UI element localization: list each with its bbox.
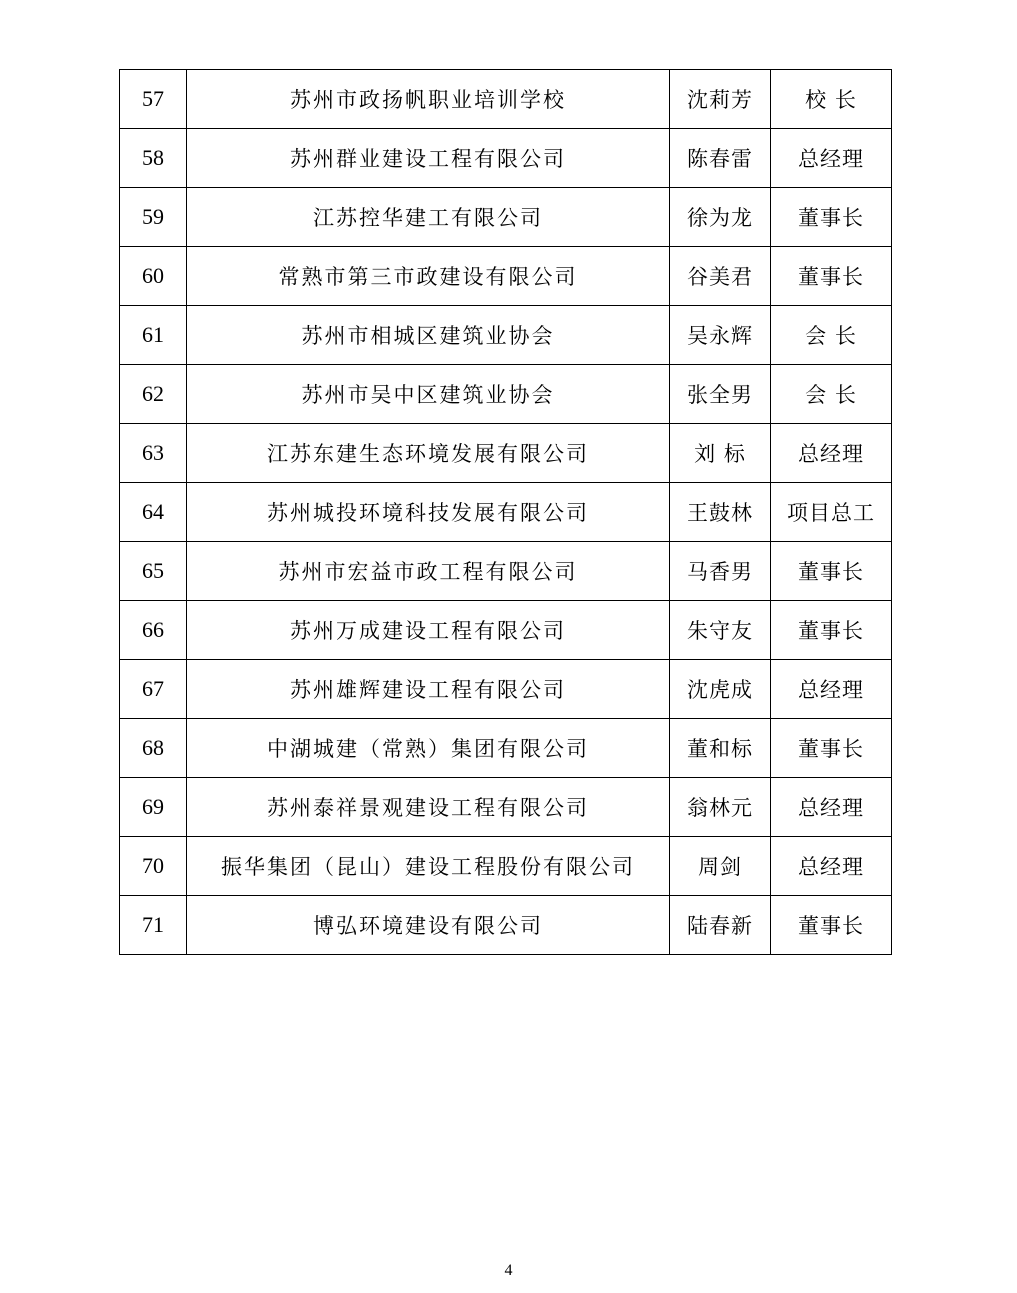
position-title-cell: 总经理 [771,660,892,719]
position-title-cell: 董事长 [771,542,892,601]
organization-cell: 江苏东建生态环境发展有限公司 [187,424,670,483]
position-title-cell: 会 长 [771,365,892,424]
position-title-cell: 董事长 [771,601,892,660]
row-number-cell: 65 [120,542,187,601]
person-name-cell: 徐为龙 [670,188,771,247]
position-title-cell: 董事长 [771,247,892,306]
person-name-cell: 周剑 [670,837,771,896]
row-number-cell: 61 [120,306,187,365]
table-row [120,365,892,424]
table-row [120,129,892,188]
organization-cell: 苏州泰祥景观建设工程有限公司 [187,778,670,837]
table-row [120,660,892,719]
organization-cell: 苏州市政扬帆职业培训学校 [187,70,670,129]
position-title-cell: 会 长 [771,306,892,365]
organization-cell: 苏州城投环境科技发展有限公司 [187,483,670,542]
row-number-cell: 67 [120,660,187,719]
roster-body [120,70,892,955]
row-number-cell: 59 [120,188,187,247]
row-number-cell: 57 [120,70,187,129]
organization-cell: 苏州万成建设工程有限公司 [187,601,670,660]
organization-cell: 振华集团（昆山）建设工程股份有限公司 [187,837,670,896]
position-title-cell: 项目总工 [771,483,892,542]
position-title-cell: 董事长 [771,188,892,247]
table-row [120,306,892,365]
table-row [120,896,892,955]
table-row [120,601,892,660]
organization-cell: 博弘环境建设有限公司 [187,896,670,955]
organization-cell: 苏州市宏益市政工程有限公司 [187,542,670,601]
organization-cell: 江苏控华建工有限公司 [187,188,670,247]
row-number-cell: 63 [120,424,187,483]
roster-table [119,69,892,955]
table-row [120,247,892,306]
position-title-cell: 总经理 [771,129,892,188]
table-row [120,483,892,542]
table-row [120,719,892,778]
table-row [120,778,892,837]
person-name-cell: 王鼓林 [670,483,771,542]
table-row [120,424,892,483]
person-name-cell: 吴永辉 [670,306,771,365]
person-name-cell: 陆春新 [670,896,771,955]
position-title-cell: 校 长 [771,70,892,129]
person-name-cell: 刘 标 [670,424,771,483]
person-name-cell: 沈虎成 [670,660,771,719]
position-title-cell: 董事长 [771,719,892,778]
organization-cell: 苏州市相城区建筑业协会 [187,306,670,365]
table-row [120,70,892,129]
table-row [120,837,892,896]
person-name-cell: 董和标 [670,719,771,778]
row-number-cell: 58 [120,129,187,188]
row-number-cell: 68 [120,719,187,778]
organization-cell: 苏州市吴中区建筑业协会 [187,365,670,424]
person-name-cell: 谷美君 [670,247,771,306]
organization-cell: 苏州雄辉建设工程有限公司 [187,660,670,719]
organization-cell: 中湖城建（常熟）集团有限公司 [187,719,670,778]
person-name-cell: 马香男 [670,542,771,601]
row-number-cell: 69 [120,778,187,837]
row-number-cell: 70 [120,837,187,896]
row-number-cell: 64 [120,483,187,542]
position-title-cell: 总经理 [771,778,892,837]
row-number-cell: 60 [120,247,187,306]
person-name-cell: 翁林元 [670,778,771,837]
row-number-cell: 66 [120,601,187,660]
page-number: 4 [504,1262,513,1279]
position-title-cell: 总经理 [771,837,892,896]
person-name-cell: 陈春雷 [670,129,771,188]
row-number-cell: 62 [120,365,187,424]
organization-cell: 苏州群业建设工程有限公司 [187,129,670,188]
person-name-cell: 张全男 [670,365,771,424]
position-title-cell: 董事长 [771,896,892,955]
table-row [120,542,892,601]
table-row [120,188,892,247]
person-name-cell: 朱守友 [670,601,771,660]
row-number-cell: 71 [120,896,187,955]
organization-cell: 常熟市第三市政建设有限公司 [187,247,670,306]
person-name-cell: 沈莉芳 [670,70,771,129]
position-title-cell: 总经理 [771,424,892,483]
